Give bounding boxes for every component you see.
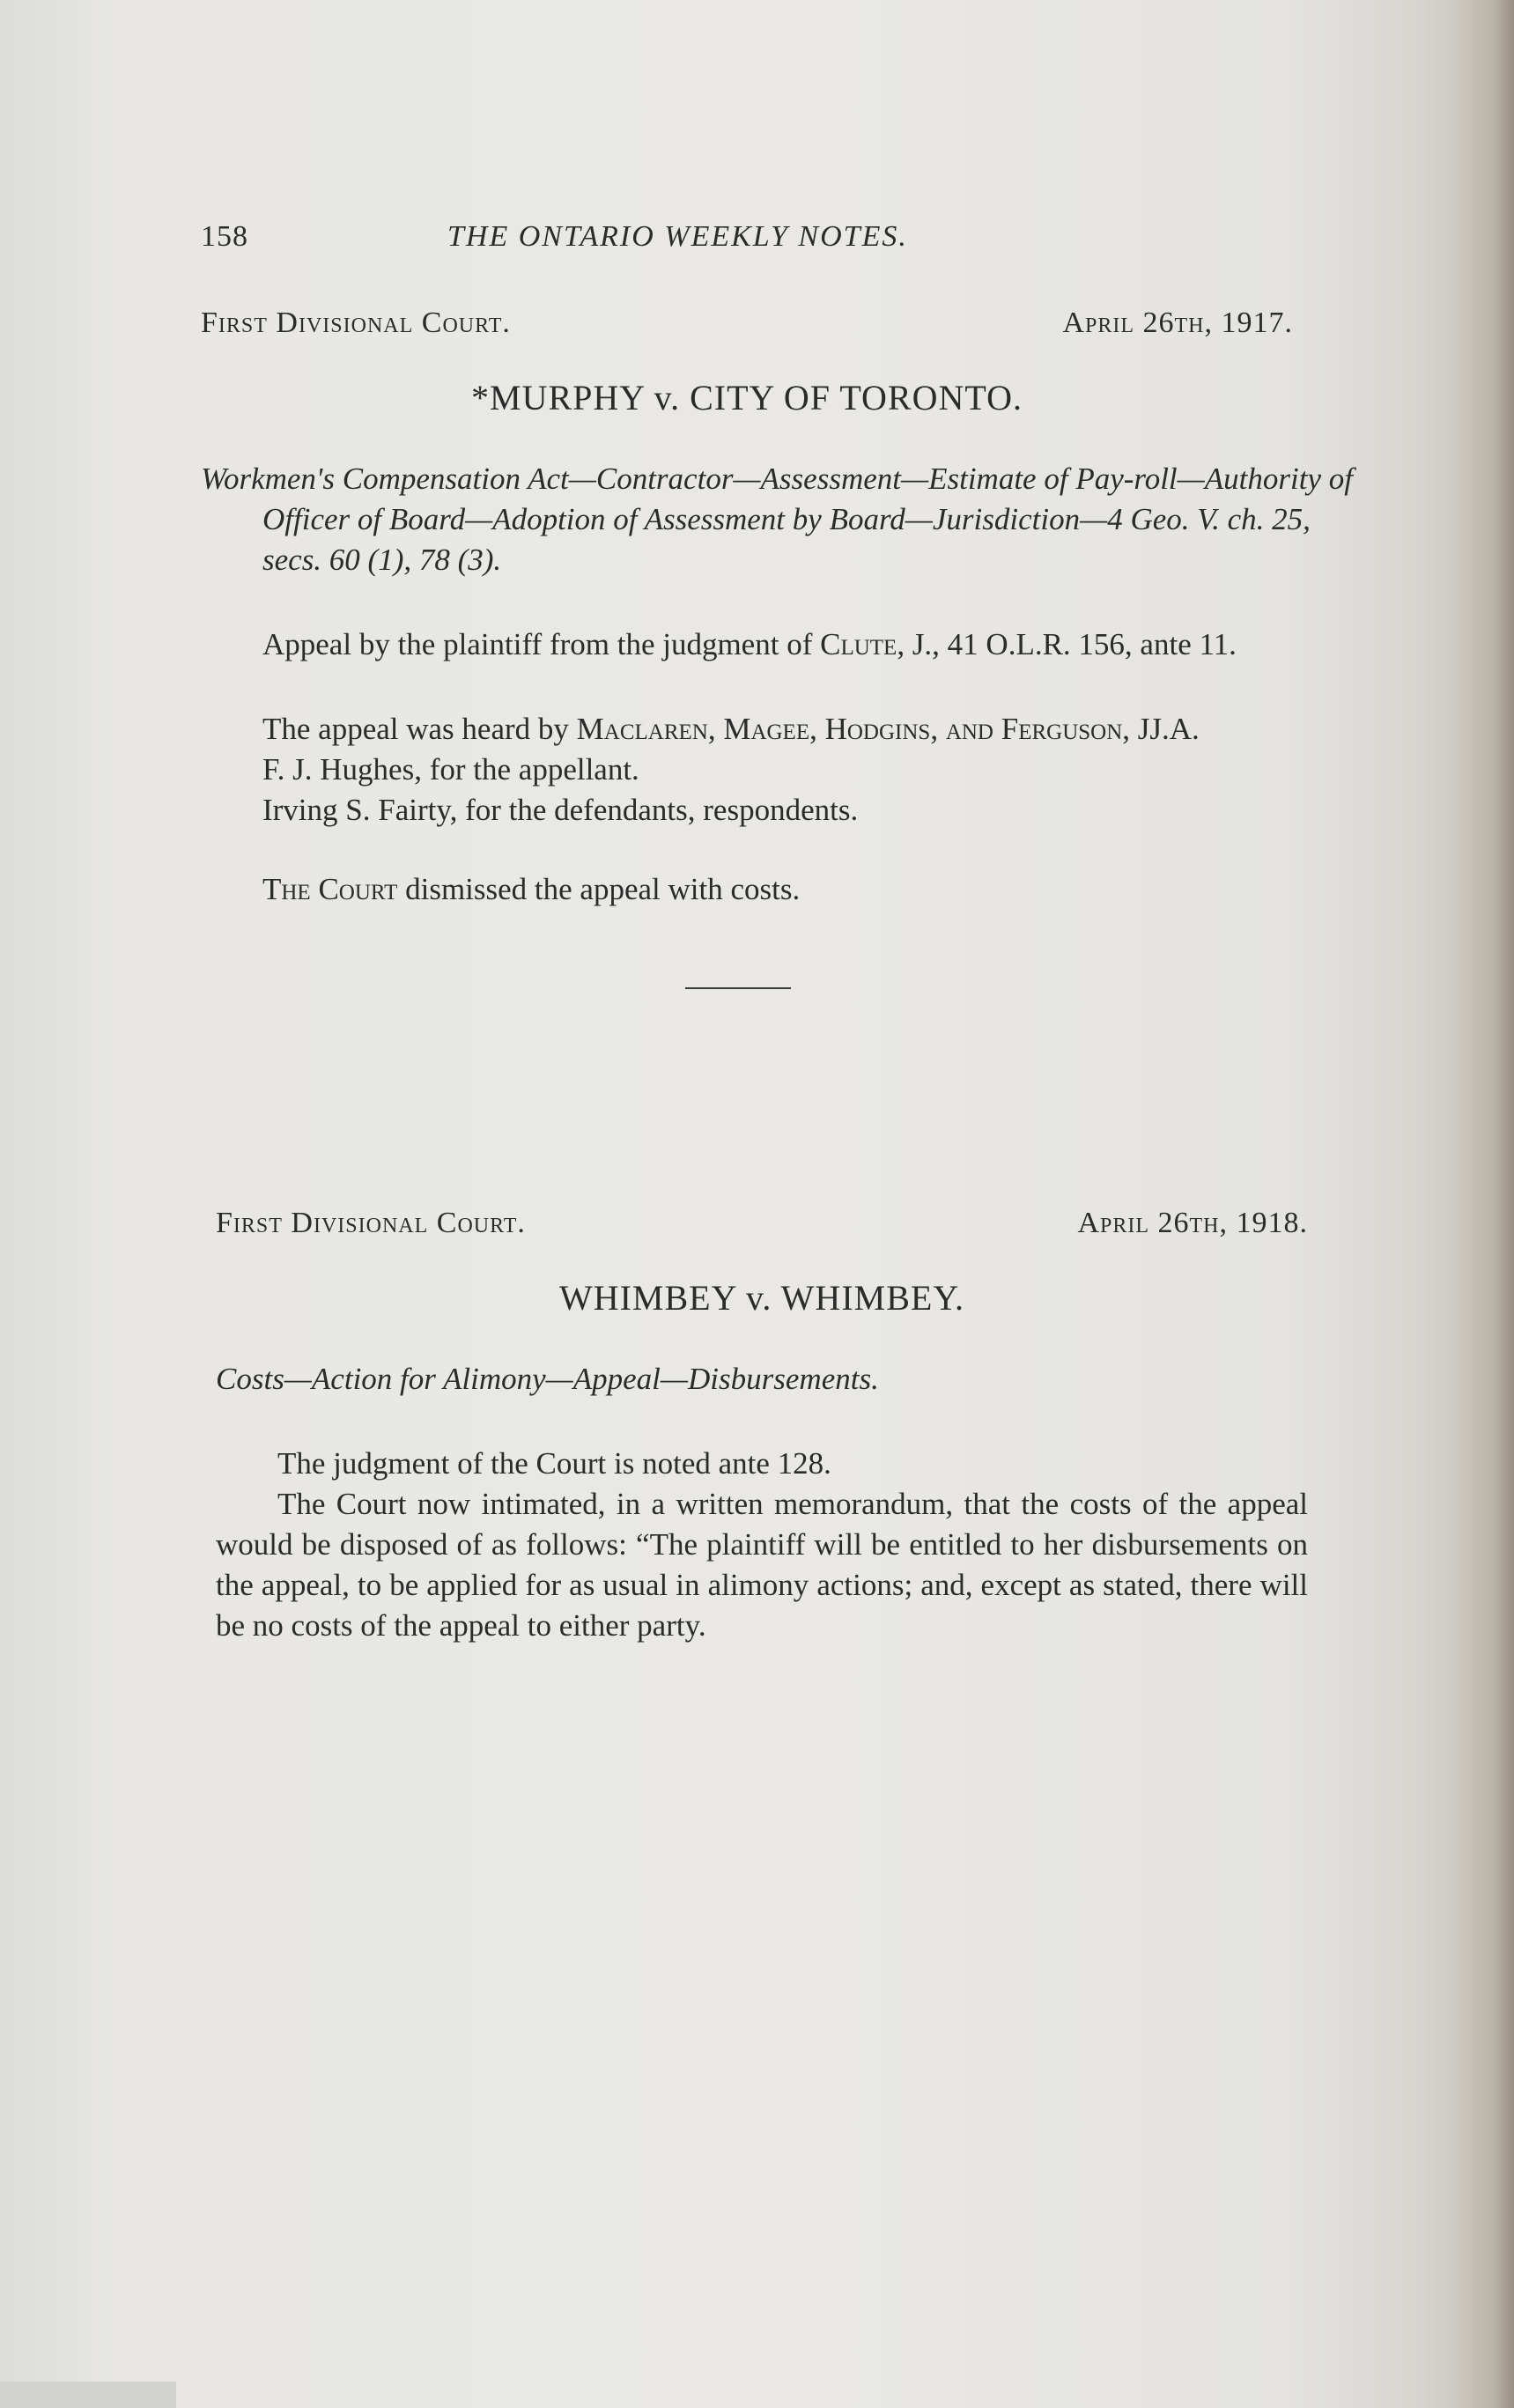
headnote: Workmen's Compensation Act—Contractor—Assessment—Estimate of Pay-roll—Authority of Officer of Board—Adoption of Assessment by Board—Jurisdiction—4 Geo. V. ch. 25, secs. 60 (1), 78 (3). [201, 462, 1353, 577]
judgment-note-paragraph: The judgment of the Court is noted ante 128. [277, 1446, 831, 1481]
decision-date: April 26th, 1918. [1077, 1207, 1308, 1239]
court-name: First Divisional Court. [216, 1207, 526, 1239]
appeal-paragraph [201, 624, 1293, 665]
trial-judge-name: Clute [820, 627, 897, 661]
bench-text-start: The appeal was heard by [262, 712, 577, 746]
counsel-respondents: Irving S. Fairty, for the defendants, respondents. [262, 793, 859, 827]
headnote: Costs—Action for Alimony—Appeal—Disbursements. [216, 1362, 879, 1396]
scan-edge-strip [0, 2382, 176, 2408]
page-number: 158 [201, 220, 248, 253]
decision-date: April 26th, 1917. [1062, 307, 1293, 339]
case-title: WHIMBEY v. WHIMBEY. [558, 1278, 965, 1318]
result-court: The Court [262, 872, 398, 906]
court-date-line [201, 307, 1293, 340]
result-text: dismissed the appeal with costs. [397, 872, 801, 906]
appeal-text-end: , J., 41 O.L.R. 156, ante 11. [897, 627, 1237, 661]
counsel-appellant: F. J. Hughes, for the appellant. [262, 752, 639, 787]
court-date-line [216, 1207, 1308, 1240]
result-paragraph [201, 869, 1293, 910]
case-title: *MURPHY v. CITY OF TORONTO. [471, 378, 1023, 417]
section-divider [685, 987, 791, 989]
page-header [201, 220, 1302, 254]
page-gutter-shadow [1461, 0, 1514, 2408]
court-name: First Divisional Court. [201, 307, 511, 339]
bench-text-end: , JJ.A. [1122, 712, 1200, 746]
bench-judges: Maclaren, Magee, Hodgins, and Ferguson [576, 712, 1123, 746]
running-title: THE ONTARIO WEEKLY NOTES. [447, 220, 908, 253]
bench-paragraph [201, 709, 1293, 750]
case-murphy-section [201, 220, 1353, 1086]
appeal-text-start: Appeal by the plaintiff from the judgment of [262, 627, 821, 661]
costs-memorandum-paragraph: The Court now intimated, in a written memorandum, that the costs of the appeal would be disposed of as follows: “The plaintiff will be entitled to her disbursements on the appeal, to be applied for as usual in alimony actions; and, except as stated, there will be no costs of the appeal to either party. [216, 1487, 1308, 1643]
case-whimbey-section [216, 1207, 1317, 1646]
